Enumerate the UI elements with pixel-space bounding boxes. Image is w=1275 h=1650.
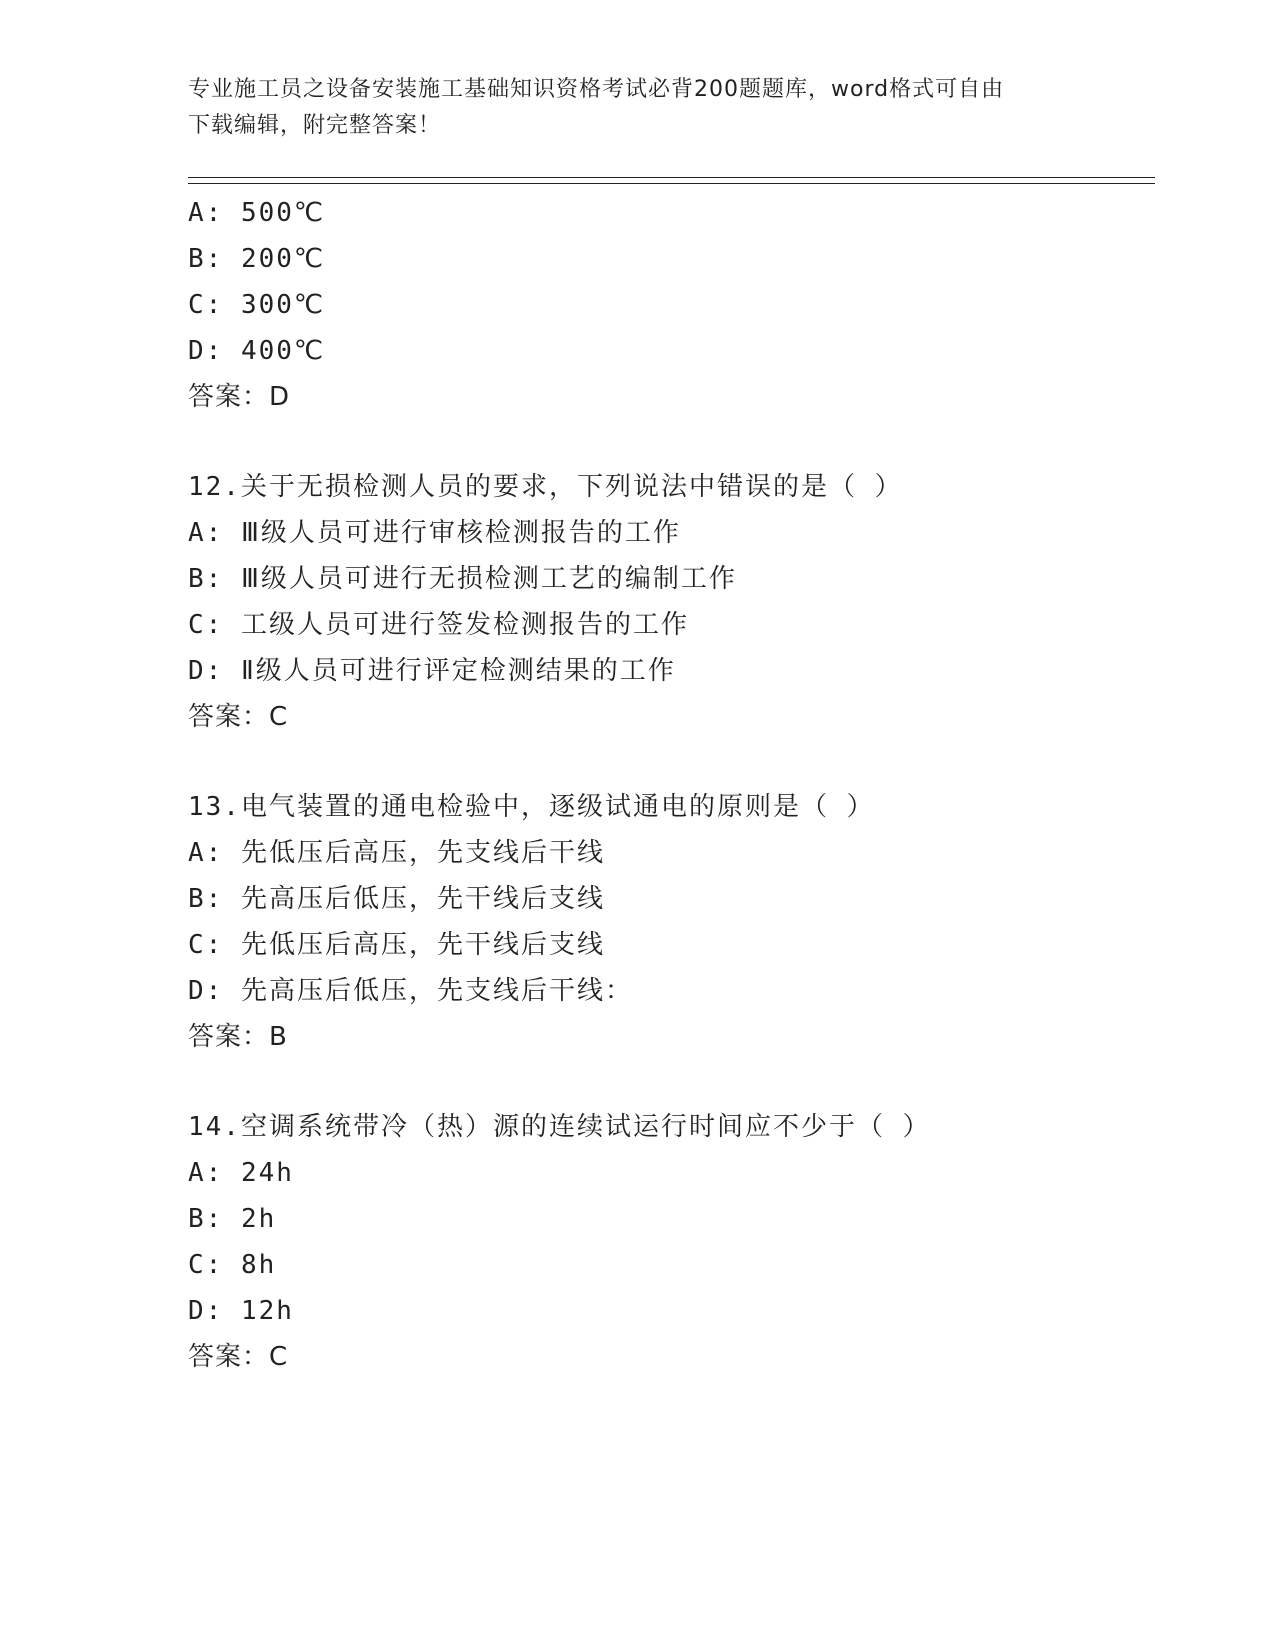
answer-line: 答案：D bbox=[188, 382, 291, 412]
option-a: A: 500℃ bbox=[188, 198, 326, 228]
header-title-line-1: 专业施工员之设备安装施工基础知识资格考试必背200题题库，word格式可自由 bbox=[188, 77, 1005, 102]
option-d: D: 12h bbox=[188, 1296, 294, 1326]
option-d: D: 先高压后低压，先支线后干线： bbox=[188, 976, 633, 1006]
question-text: 13.电气装置的通电检验中，逐级试通电的原则是（ ） bbox=[188, 792, 875, 822]
option-c: C: 工级人员可进行签发检测报告的工作 bbox=[188, 610, 689, 640]
question-block-11 bbox=[188, 190, 1155, 420]
option-c: C: 300℃ bbox=[188, 290, 326, 320]
question-text: 12.关于无损检测人员的要求，下列说法中错误的是（ ） bbox=[188, 472, 903, 502]
header-title-line-2: 下载编辑，附完整答案！ bbox=[188, 113, 442, 138]
spacer bbox=[188, 740, 1155, 784]
answer-line: 答案：C bbox=[188, 702, 289, 732]
option-a: A: 24h bbox=[188, 1158, 294, 1188]
question-text: 14.空调系统带冷（热）源的连续试运行时间应不少于（ ） bbox=[188, 1112, 931, 1142]
option-b: B: 200℃ bbox=[188, 244, 326, 274]
option-a: A: 先低压后高压，先支线后干线 bbox=[188, 838, 605, 868]
option-a: A: Ⅲ级人员可进行审核检测报告的工作 bbox=[188, 518, 681, 548]
answer-line: 答案：B bbox=[188, 1022, 288, 1052]
option-c: C: 先低压后高压，先干线后支线 bbox=[188, 930, 605, 960]
option-b: B: 先高压后低压，先干线后支线 bbox=[188, 884, 605, 914]
question-block-13 bbox=[188, 784, 1155, 1060]
question-block-12 bbox=[188, 464, 1155, 740]
option-d: D: Ⅱ级人员可进行评定检测结果的工作 bbox=[188, 656, 676, 686]
question-block-14 bbox=[188, 1104, 1155, 1380]
spacer bbox=[188, 420, 1155, 464]
document-header bbox=[188, 72, 1088, 144]
answer-line: 答案：C bbox=[188, 1342, 289, 1372]
header-double-rule bbox=[188, 177, 1155, 184]
question-list bbox=[188, 190, 1155, 1380]
option-b: B: 2h bbox=[188, 1204, 277, 1234]
option-b: B: Ⅲ级人员可进行无损检测工艺的编制工作 bbox=[188, 564, 737, 594]
option-c: C: 8h bbox=[188, 1250, 277, 1280]
spacer bbox=[188, 1060, 1155, 1104]
option-d: D: 400℃ bbox=[188, 336, 326, 366]
